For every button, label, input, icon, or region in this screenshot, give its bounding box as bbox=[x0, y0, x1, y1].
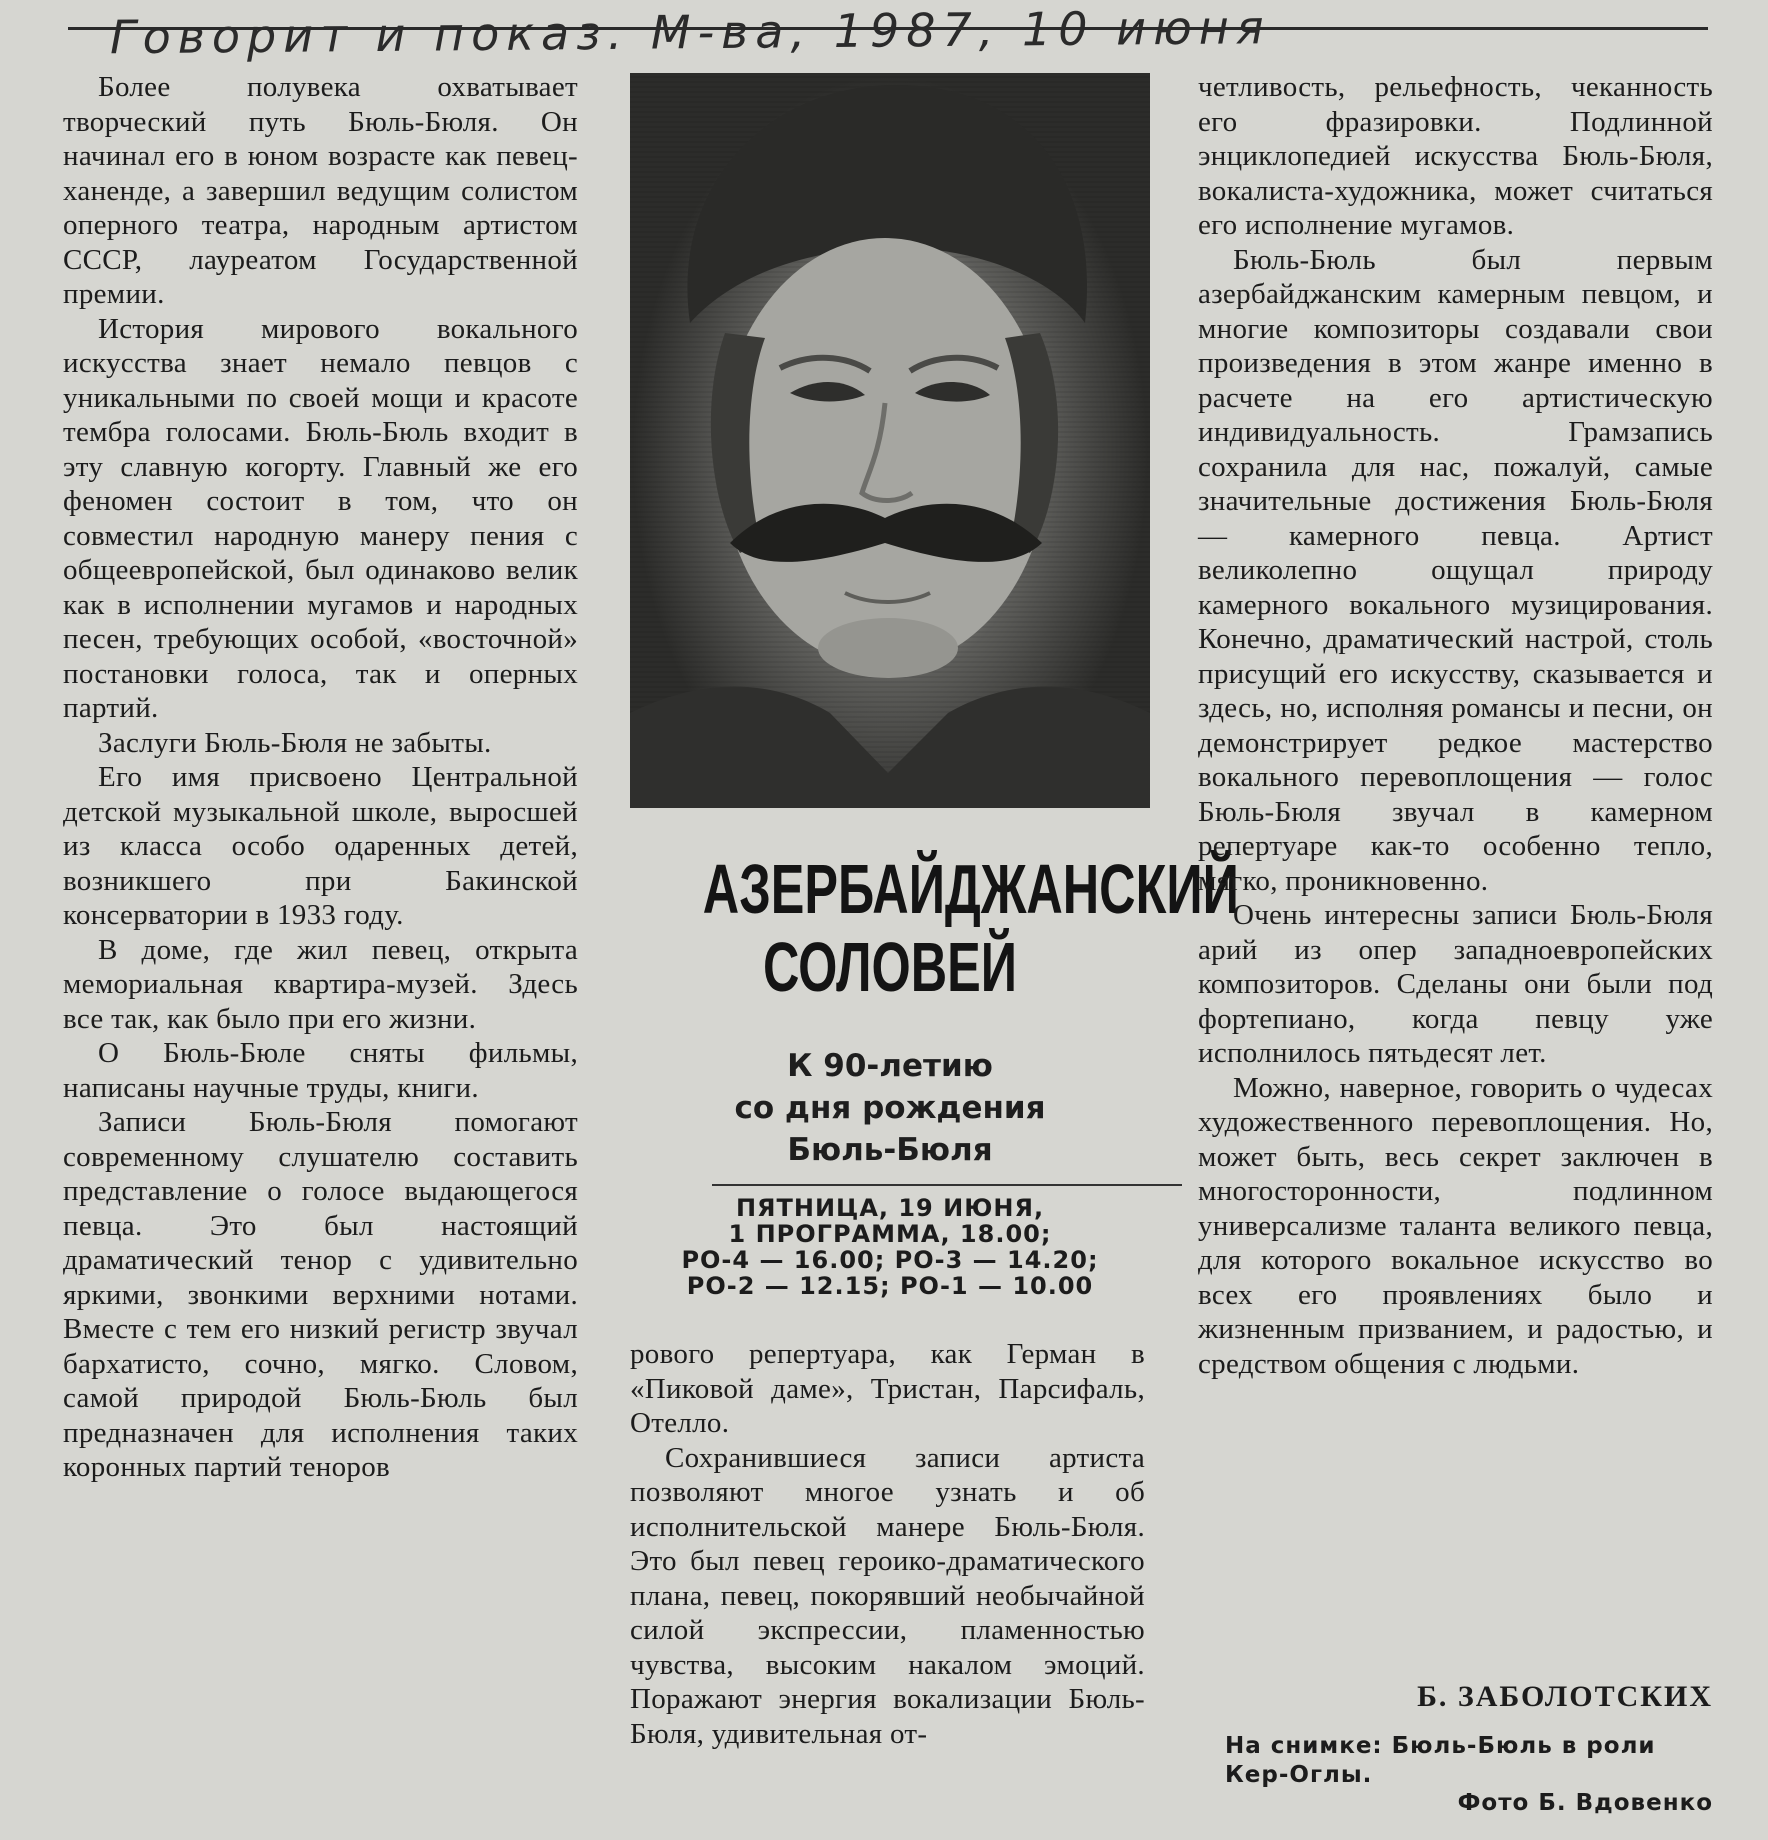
handwritten-annotation: Говорит и показ. М-ва, 1987, 10 июня bbox=[109, 0, 1271, 65]
left-paragraph-4: Его имя присвоено Центральной детской музыкальной школе, выросшей из класса особо одаренных детей, возникшего при Бакинской консерватории в 1933 году. bbox=[63, 761, 578, 931]
middle-column bbox=[630, 1337, 1145, 1751]
divider-rule bbox=[712, 1184, 1182, 1186]
photo-caption: На снимке: Бюль-Бюль в роли Кер-Оглы. bbox=[1225, 1733, 1656, 1788]
author-byline: Б. ЗАБОЛОТСКИХ bbox=[1417, 1680, 1713, 1713]
left-column bbox=[63, 70, 578, 1485]
left-paragraph-5: В доме, где жил певец, открыта мемориальная квартира-музей. Здесь все так, как было при его жизни. bbox=[63, 933, 578, 1035]
subheading-line-1: К 90-летию bbox=[787, 1048, 993, 1084]
left-paragraph-7: Записи Бюль-Бюля помогают современному слушателю составить представление о голосе выдающегося певца. Это был настоящий драматический тенор с удивительно яркими, звонкими верхними нотами. Вместе с тем его низкий регистр звучал бархатисто, сочно, мягко. Словом, самой природой Бюль-Бюль был предназначен для исполнения таких коронных партий теноров bbox=[63, 1106, 578, 1483]
headline-line-1: АЗЕРБАЙДЖАНСКИЙ bbox=[702, 850, 1239, 928]
schedule-line-4: РО-2 — 12.15; РО-1 — 10.00 bbox=[686, 1272, 1094, 1300]
right-paragraph-4: Можно, наверное, говорить о чудесах художественного перевоплощения. Но, может быть, весь секрет заключен в многосторонности, подлинном универсализме таланта великого певца, для которого вокальное искусство во всех его проявлениях было и жизненным призванием, и радостью, и средством общения с людьми. bbox=[1198, 1071, 1713, 1380]
schedule-line-3: РО-4 — 16.00; РО-3 — 14.20; bbox=[681, 1246, 1099, 1274]
left-paragraph-2: История мирового вокального искусства знает немало певцов с уникальными по своей мощи и красоте тембра голосами. Бюль-Бюль входит в эту славную когорту. Главный же его феномен состоит в том, что он совместил народную манеру пения с общеевропейской, был одинаково велик как в исполнении мугамов и народных песен, требующих особой, «восточной» постановки голоса, так и оперных партий. bbox=[63, 312, 578, 724]
right-paragraph-1: четливость, рельефность, чеканность его фразировки. Подлинной энциклопедией искусства Бюль-Бюля, вокалиста-художника, может считаться его исполнение мугамов. bbox=[1198, 71, 1713, 241]
top-rule bbox=[68, 27, 1708, 30]
middle-paragraph-1: рового репертуара, как Герман в «Пиковой даме», Тристан, Парсифаль, Отелло. bbox=[630, 1338, 1145, 1439]
subheading-line-3: Бюль-Бюля bbox=[787, 1132, 993, 1168]
headline-line-2: СОЛОВЕЙ bbox=[763, 928, 1017, 1006]
left-paragraph-3: Заслуги Бюль-Бюля не забыты. bbox=[98, 726, 492, 759]
schedule-line-2: 1 ПРОГРАММА, 18.00; bbox=[728, 1220, 1052, 1248]
left-paragraph-1: Более полувека охватывает творческий путь Бюль-Бюля. Он начинал его в юном возрасте как певец-ханенде, а завершил ведущим солистом оперного театра, народным артистом СССР, лауреатом Государственной премии. bbox=[63, 71, 578, 310]
photo-credit: Фото Б. Вдовенко bbox=[1457, 1790, 1713, 1816]
portrait-illustration bbox=[630, 73, 1150, 808]
broadcast-schedule bbox=[640, 1195, 1140, 1299]
portrait-photo bbox=[630, 73, 1150, 808]
right-paragraph-2: Бюль-Бюль был первым азербайджанским камерным певцом, и многие композиторы создавали свои произведения в этом жанре именно в расчете на его артистическую индивидуальность. Грамзапись сохранила для нас, пожалуй, самые значительные достижения Бюль-Бюля — камерного певца. Артист великолепно ощущал природу камерного вокального музицирования. Конечно, драматический настрой, столь присущий его искусству, сказывается и здесь, но, исполняя романсы и песни, он демонстрирует редкое мастерство вокального перевоплощения — голос Бюль-Бюля звучал в камерном репертуаре как-то особенно тепло, мягко, проникновенно. bbox=[1198, 243, 1713, 897]
right-column bbox=[1198, 70, 1713, 1381]
left-paragraph-6: О Бюль-Бюле сняты фильмы, написаны научные труды, книги. bbox=[63, 1037, 578, 1104]
right-paragraph-3: Очень интересны записи Бюль-Бюля арий из опер западноевропейских композиторов. Сделаны они были под фортепиано, когда певцу уже исполнилось пятьдесят лет. bbox=[1198, 899, 1713, 1069]
subheading bbox=[640, 1045, 1140, 1171]
middle-paragraph-2: Сохранившиеся записи артиста позволяют многое узнать и об исполнительской манере Бюль-Бюля. Это был певец героико-драматического плана, певец, покорявший необычайной силой экспрессии, пламенностью чувства, высоким накалом эмоций. Поражают энергия вокализации Бюль-Бюля, удивительная от- bbox=[630, 1441, 1145, 1750]
schedule-line-1: ПЯТНИЦА, 19 ИЮНЯ, bbox=[735, 1194, 1045, 1222]
headline bbox=[702, 850, 1239, 1006]
subheading-line-2: со дня рождения bbox=[734, 1090, 1046, 1126]
